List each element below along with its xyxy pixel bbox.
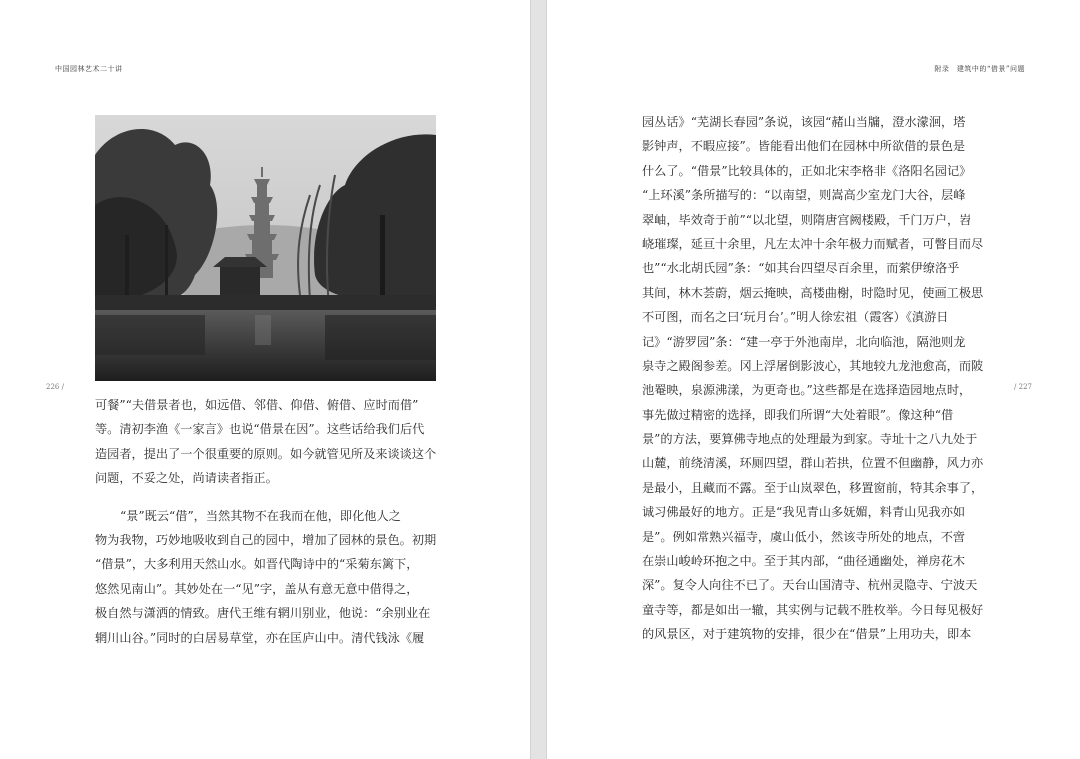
text-line: 极自然与潇洒的情致。唐代王维有辋川别业，他说：“余别业在 bbox=[95, 606, 431, 621]
text-line: “上环溪”条所描写的：“以南望，则嵩高少室龙门大谷，层峰 bbox=[642, 188, 966, 203]
text-line: 记》“游罗园”条：“建一亭于外池南岸，北向临池，隔池则龙 bbox=[642, 334, 966, 349]
text-line: 的风景区，对于建筑物的安排，很少在“借景”上用功夫，即本 bbox=[642, 627, 972, 642]
text-line: “借景”，大多利用天然山水。如晋代陶诗中的“采菊东篱下， bbox=[95, 557, 419, 572]
page-number-right-value: 227 bbox=[1018, 383, 1032, 391]
text-line: 也”“水北胡氏园”条：“如其台四望尽百余里，而萦伊缭洛乎 bbox=[642, 261, 960, 276]
paragraph-gap bbox=[95, 491, 440, 504]
right-body-text bbox=[642, 110, 987, 647]
pagoda-photo bbox=[95, 115, 436, 381]
text-line: 深”。复令人向往不已了。天台山国清寺、杭州灵隐寺、宁波天 bbox=[642, 578, 978, 593]
text-line: 山麓，前绕清溪，环厕四望，群山若拱，位置不但幽静，风力亦 bbox=[642, 456, 984, 471]
text-line: 什么了。“借景”比较具体的，正如北宋李格非《洛阳名园记》 bbox=[642, 163, 972, 178]
text-line: 在崇山峻岭环抱之中。至于其内部，“曲径通幽处，禅房花木 bbox=[642, 554, 966, 569]
page-number-left-value: 226 bbox=[46, 383, 60, 391]
text-line: 池罨映，泉源沸漾，为更奇也。”这些都是在选择造园地点时， bbox=[642, 383, 972, 398]
text-line: 童寺等，都是如出一辙，其实例与记载不胜枚举。今日每见极好 bbox=[642, 602, 984, 617]
left-body-text bbox=[95, 393, 440, 650]
book-gutter bbox=[530, 0, 547, 759]
text-line: 问题，不妥之处，尚请读者指正。 bbox=[95, 471, 278, 486]
text-line: 悠然见南山”。其妙处在一“见”字，盖从有意无意中借得之， bbox=[95, 581, 419, 596]
text-line: 是最小，且藏而不露。至于山岚翠色，移置窗前，特其余事了， bbox=[642, 480, 984, 495]
text-line: 诚习佛最好的地方。正是“我见青山多妩媚，料青山见我亦如 bbox=[642, 505, 966, 520]
page-number-right: / 227 bbox=[1014, 383, 1032, 391]
page-number-left: 226 / bbox=[46, 383, 64, 391]
text-line: 造园者，提出了一个很重要的原则。如今就管见所及来谈谈这个 bbox=[95, 446, 437, 461]
text-line: 园丛话》“芜湖长春园”条说，该园“赭山当牖，澄水濛洄，塔 bbox=[642, 115, 966, 129]
text-line: 可餐”“夫借景者也，如远借、邻借、仰借、俯借、应时而借” bbox=[95, 398, 419, 412]
text-line: 景”的方法，要算佛寺地点的处理最为到家。寺址十之八九处于 bbox=[642, 432, 978, 447]
text-line: 不可图，而名之曰‘玩月台’。”明人徐宏祖（霞客）《滇游日 bbox=[642, 310, 949, 325]
running-head-left: 中国园林艺术二十讲 bbox=[55, 65, 123, 73]
text-line: 等。清初李渔《一家言》也说“借景在因”。这些话给我们后代 bbox=[95, 422, 425, 437]
text-line: 峣璀璨，延亘十余里，凡左太冲十余年极力而赋者，可瞥目而尽 bbox=[642, 236, 984, 251]
text-line: 事先做过精密的选择，即我们所谓“大处着眼”。像这种“借 bbox=[642, 407, 954, 422]
right-page bbox=[547, 0, 1080, 759]
text-line: 辋川山谷。”同时的白居易草堂，亦在匡庐山中。清代钱泳《履 bbox=[95, 630, 425, 645]
text-line: 泉寺之殿阁参差。冈上浮屠倒影波心，其地较九龙池愈高，而陂 bbox=[642, 358, 984, 373]
text-line: 影钟声，不暇应接”。皆能看出他们在园林中所欲借的景色是 bbox=[642, 139, 966, 154]
text-line: 其间，林木荟蔚，烟云掩映，高楼曲榭，时隐时见，使画工极思 bbox=[642, 285, 984, 300]
text-line: 物为我物，巧妙地吸收到自己的园中，增加了园林的景色。初期 bbox=[95, 532, 437, 547]
left-page bbox=[0, 0, 530, 759]
running-head-right: 附录 建筑中的“借景”问题 bbox=[934, 65, 1025, 73]
text-line: “景”既云“借”，当然其物不在我而在他，即化他人之 bbox=[120, 508, 401, 523]
text-line: 翠岫，毕效奇于前”“以北望，则隋唐宫阙楼殿，千门万户，岧 bbox=[642, 212, 972, 227]
text-line: 是”。例如常熟兴福寺，虞山低小，然该寺所处的地点，不啻 bbox=[642, 529, 966, 544]
